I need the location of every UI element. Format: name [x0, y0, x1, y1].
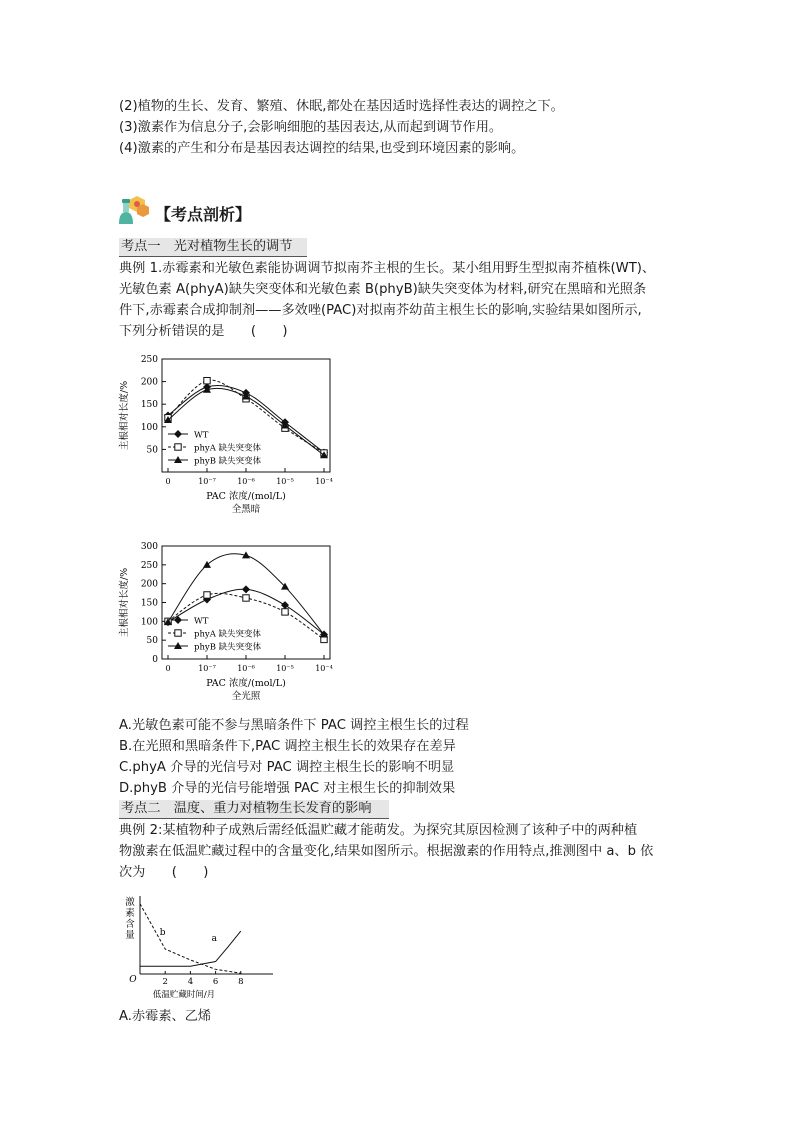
legend-label: phyA 缺失突变体 [194, 629, 262, 640]
y-tick-label: 250 [140, 355, 158, 365]
data-point [243, 595, 249, 601]
intro-line-4: (4)激素的产生和分布是基因表达调控的结果,也受到环境因素的影响。 [119, 141, 525, 156]
x-tick-label: 0 [165, 477, 171, 486]
legend-label: phyB 缺失突变体 [194, 456, 262, 467]
data-point [204, 592, 210, 598]
topic2-question-line: 次为 ( ) [119, 865, 209, 880]
x-tick-label: 10⁻⁷ [198, 477, 216, 486]
data-point [282, 609, 288, 615]
x-tick-label: 10⁻⁷ [198, 664, 216, 673]
y-axis-label: 主根相对长度/% [119, 567, 130, 638]
y-tick-label: 250 [140, 560, 158, 571]
x-tick-label: 10⁻⁵ [276, 477, 294, 486]
legend-label: WT [194, 430, 209, 441]
option-a[interactable]: A.光敏色素可能不参与黑暗条件下 PAC 调控主根生长的过程 [119, 718, 469, 733]
plot-frame [162, 359, 330, 472]
x-tick-label: 2 [162, 977, 168, 987]
x-axis-label: PAC 浓度/(mol/L) [206, 678, 286, 689]
y-axis-label: 含 [125, 919, 135, 930]
data-point [281, 601, 289, 609]
x-tick-label: 10⁻⁶ [237, 477, 255, 486]
section-heading-text: 【考点剖析】 [155, 204, 252, 224]
y-axis-label: 素 [125, 908, 135, 919]
x-axis-label: 低温贮藏时间/月 [152, 990, 216, 1000]
x-tick-label: 10⁻⁵ [276, 664, 294, 673]
legend-label: phyA 缺失突变体 [194, 443, 262, 454]
x-tick-label: 4 [187, 977, 194, 987]
x-tick-label: 10⁻⁴ [315, 477, 333, 486]
option-b[interactable]: B.在光照和黑暗条件下,PAC 调控主根生长的效果存在差异 [119, 739, 456, 754]
y-tick-label: 100 [140, 422, 158, 433]
legend-label: WT [194, 616, 209, 627]
chart-dark [115, 350, 345, 520]
x-tick-label: 10⁻⁴ [315, 664, 333, 673]
y-axis-label: 激 [125, 897, 135, 908]
legend-marker [174, 430, 182, 438]
series-label: a [211, 934, 218, 945]
x-tick-label: 10⁻⁶ [237, 664, 255, 673]
y-axis-label: 主根相对长度/% [119, 380, 130, 451]
topic2-option-a[interactable]: A.赤霉素、乙烯 [119, 1009, 212, 1024]
x-tick-label: 8 [238, 977, 244, 987]
x-tick-label: 6 [212, 977, 219, 987]
y-tick-label: 150 [140, 400, 158, 411]
legend-label: phyB 缺失突变体 [194, 642, 262, 653]
series-label: b [159, 928, 166, 938]
topic1-question-line: 典例 1.赤霉素和光敏色素能协调调节拟南芥主根的生长。某小组用野生型拟南芥植株(WT)、 [119, 261, 656, 276]
y-axis-label: 量 [125, 930, 135, 941]
x-axis-label: PAC 浓度/(mol/L) [206, 491, 286, 502]
chart-light [115, 538, 345, 710]
series-line [140, 904, 241, 973]
topic2-title: 考点二 温度、重力对植物生长发育的影响 [119, 800, 389, 819]
topic1-title: 考点一 光对植物生长的调节 [119, 238, 307, 257]
y-tick-label: 200 [140, 377, 158, 388]
series-line [140, 931, 241, 966]
section-heading [115, 196, 251, 230]
flask-icon [115, 194, 151, 232]
data-point [242, 585, 250, 593]
y-tick-label: 50 [146, 445, 158, 456]
topic1-question-line: 件下,赤霉素合成抑制剂——多效唑(PAC)对拟南芥幼苗主根生长的影响,实验结果如图所示, [119, 303, 642, 318]
y-tick-label: 50 [146, 636, 158, 647]
topic1-question-line: 光敏色素 A(phyA)缺失突变体和光敏色素 B(phyB)缺失突变体为材料,研究在黑暗和光照条 [119, 282, 647, 297]
origin-label: O [129, 975, 137, 985]
legend-marker [175, 444, 181, 450]
y-tick-label: 300 [140, 542, 158, 552]
chart-title: 全黑暗 [231, 504, 261, 515]
topic1-question-line: 下列分析错误的是 ( ) [119, 324, 288, 339]
data-point [203, 561, 211, 568]
topic2-question-line: 物激素在低温贮藏过程中的含量变化,结果如图所示。根据激素的作用特点,推测图中 a、b 依 [119, 844, 654, 859]
topic2-question-line: 典例 2:某植物种子成熟后需经低温贮藏才能萌发。为探究其原因检测了该种子中的两种植 [119, 823, 638, 838]
chart-hormone [115, 890, 275, 1005]
y-tick-label: 200 [140, 579, 158, 590]
data-point [204, 377, 210, 383]
option-d[interactable]: D.phyB 介导的光信号能增强 PAC 对主根生长的抑制效果 [119, 781, 456, 796]
intro-line-3: (3)激素作为信息分子,会影响细胞的基因表达,从而起到调节作用。 [119, 120, 503, 135]
legend-marker [175, 630, 181, 636]
chart-title: 全光照 [231, 691, 261, 702]
x-tick-label: 0 [165, 664, 171, 673]
intro-line-2: (2)植物的生长、发育、繁殖、休眠,都处在基因适时选择性表达的调控之下。 [119, 99, 564, 114]
y-tick-label: 100 [140, 617, 158, 628]
option-c[interactable]: C.phyA 介导的光信号对 PAC 调控主根生长的影响不明显 [119, 760, 455, 775]
y-tick-label: 150 [140, 598, 158, 609]
y-tick-label: 0 [152, 655, 158, 665]
